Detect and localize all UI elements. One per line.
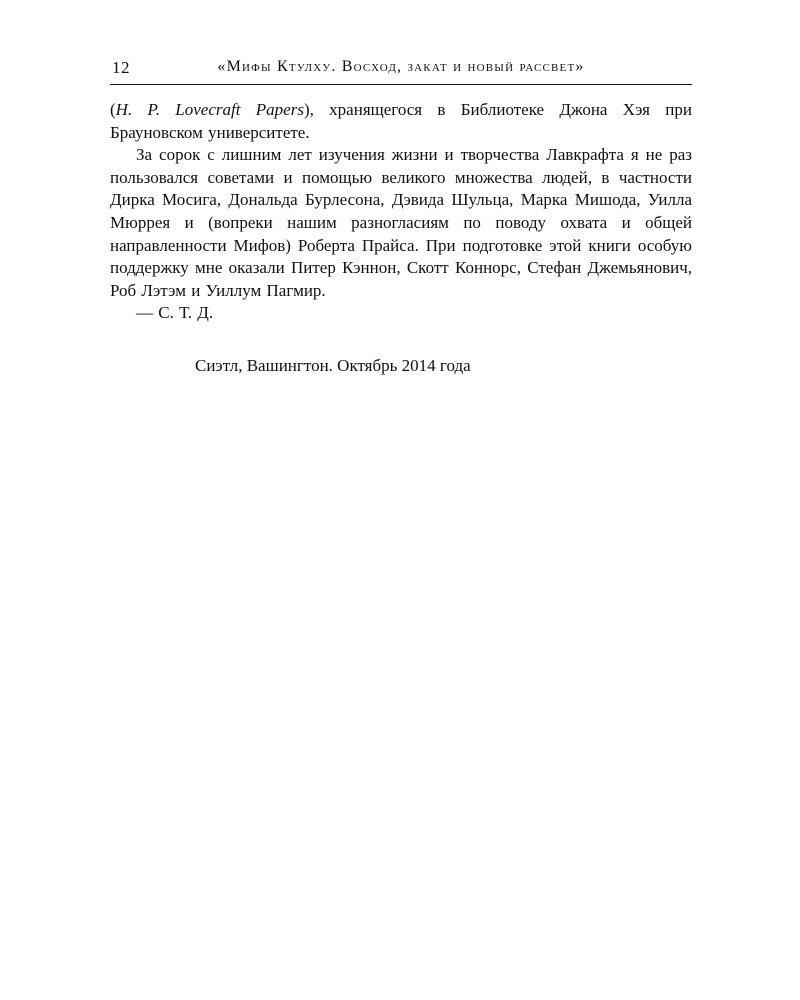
paragraph-continuation — [110, 99, 692, 144]
page-content — [110, 58, 692, 378]
author-initials: — С. Т. Д. — [136, 303, 214, 323]
page-number: 12 — [112, 58, 130, 77]
paren-open: ( — [110, 100, 116, 119]
italic-archive-title: H. P. Lovecraft Papers — [115, 100, 304, 119]
page-body — [110, 99, 692, 378]
header-rule — [110, 84, 692, 85]
running-title: «Мифы Ктулху. Восход, закат и новый рассвет» — [217, 58, 585, 75]
page-header — [110, 58, 692, 82]
dateline: Сиэтл, Вашингтон. Октябрь 2014 года — [195, 356, 471, 376]
paragraph-text: ), хранящегося в Библиотеке Джона Хэя при Брауновском университете. — [110, 100, 692, 142]
paragraph-acknowledgements: За сорок с лишним лет изучения жизни и творчества Лавкрафта я не раз пользовался советами и помощью великого множества людей, в частности Дирка Мосига, Дональда Бурлесона, Дэвида Шульца, Марка Мишода, Уилла Мюррея и (вопреки нашим разногласиям по поводу охвата и общей направленности Мифов) Роберта Прайса. При подготовке этой книги особую поддержку мне оказали Питер Кэннон, Скотт Коннорс, Стефан Джемьянович, Роб Лэтэм и Уиллум Пагмир. — [110, 145, 692, 300]
